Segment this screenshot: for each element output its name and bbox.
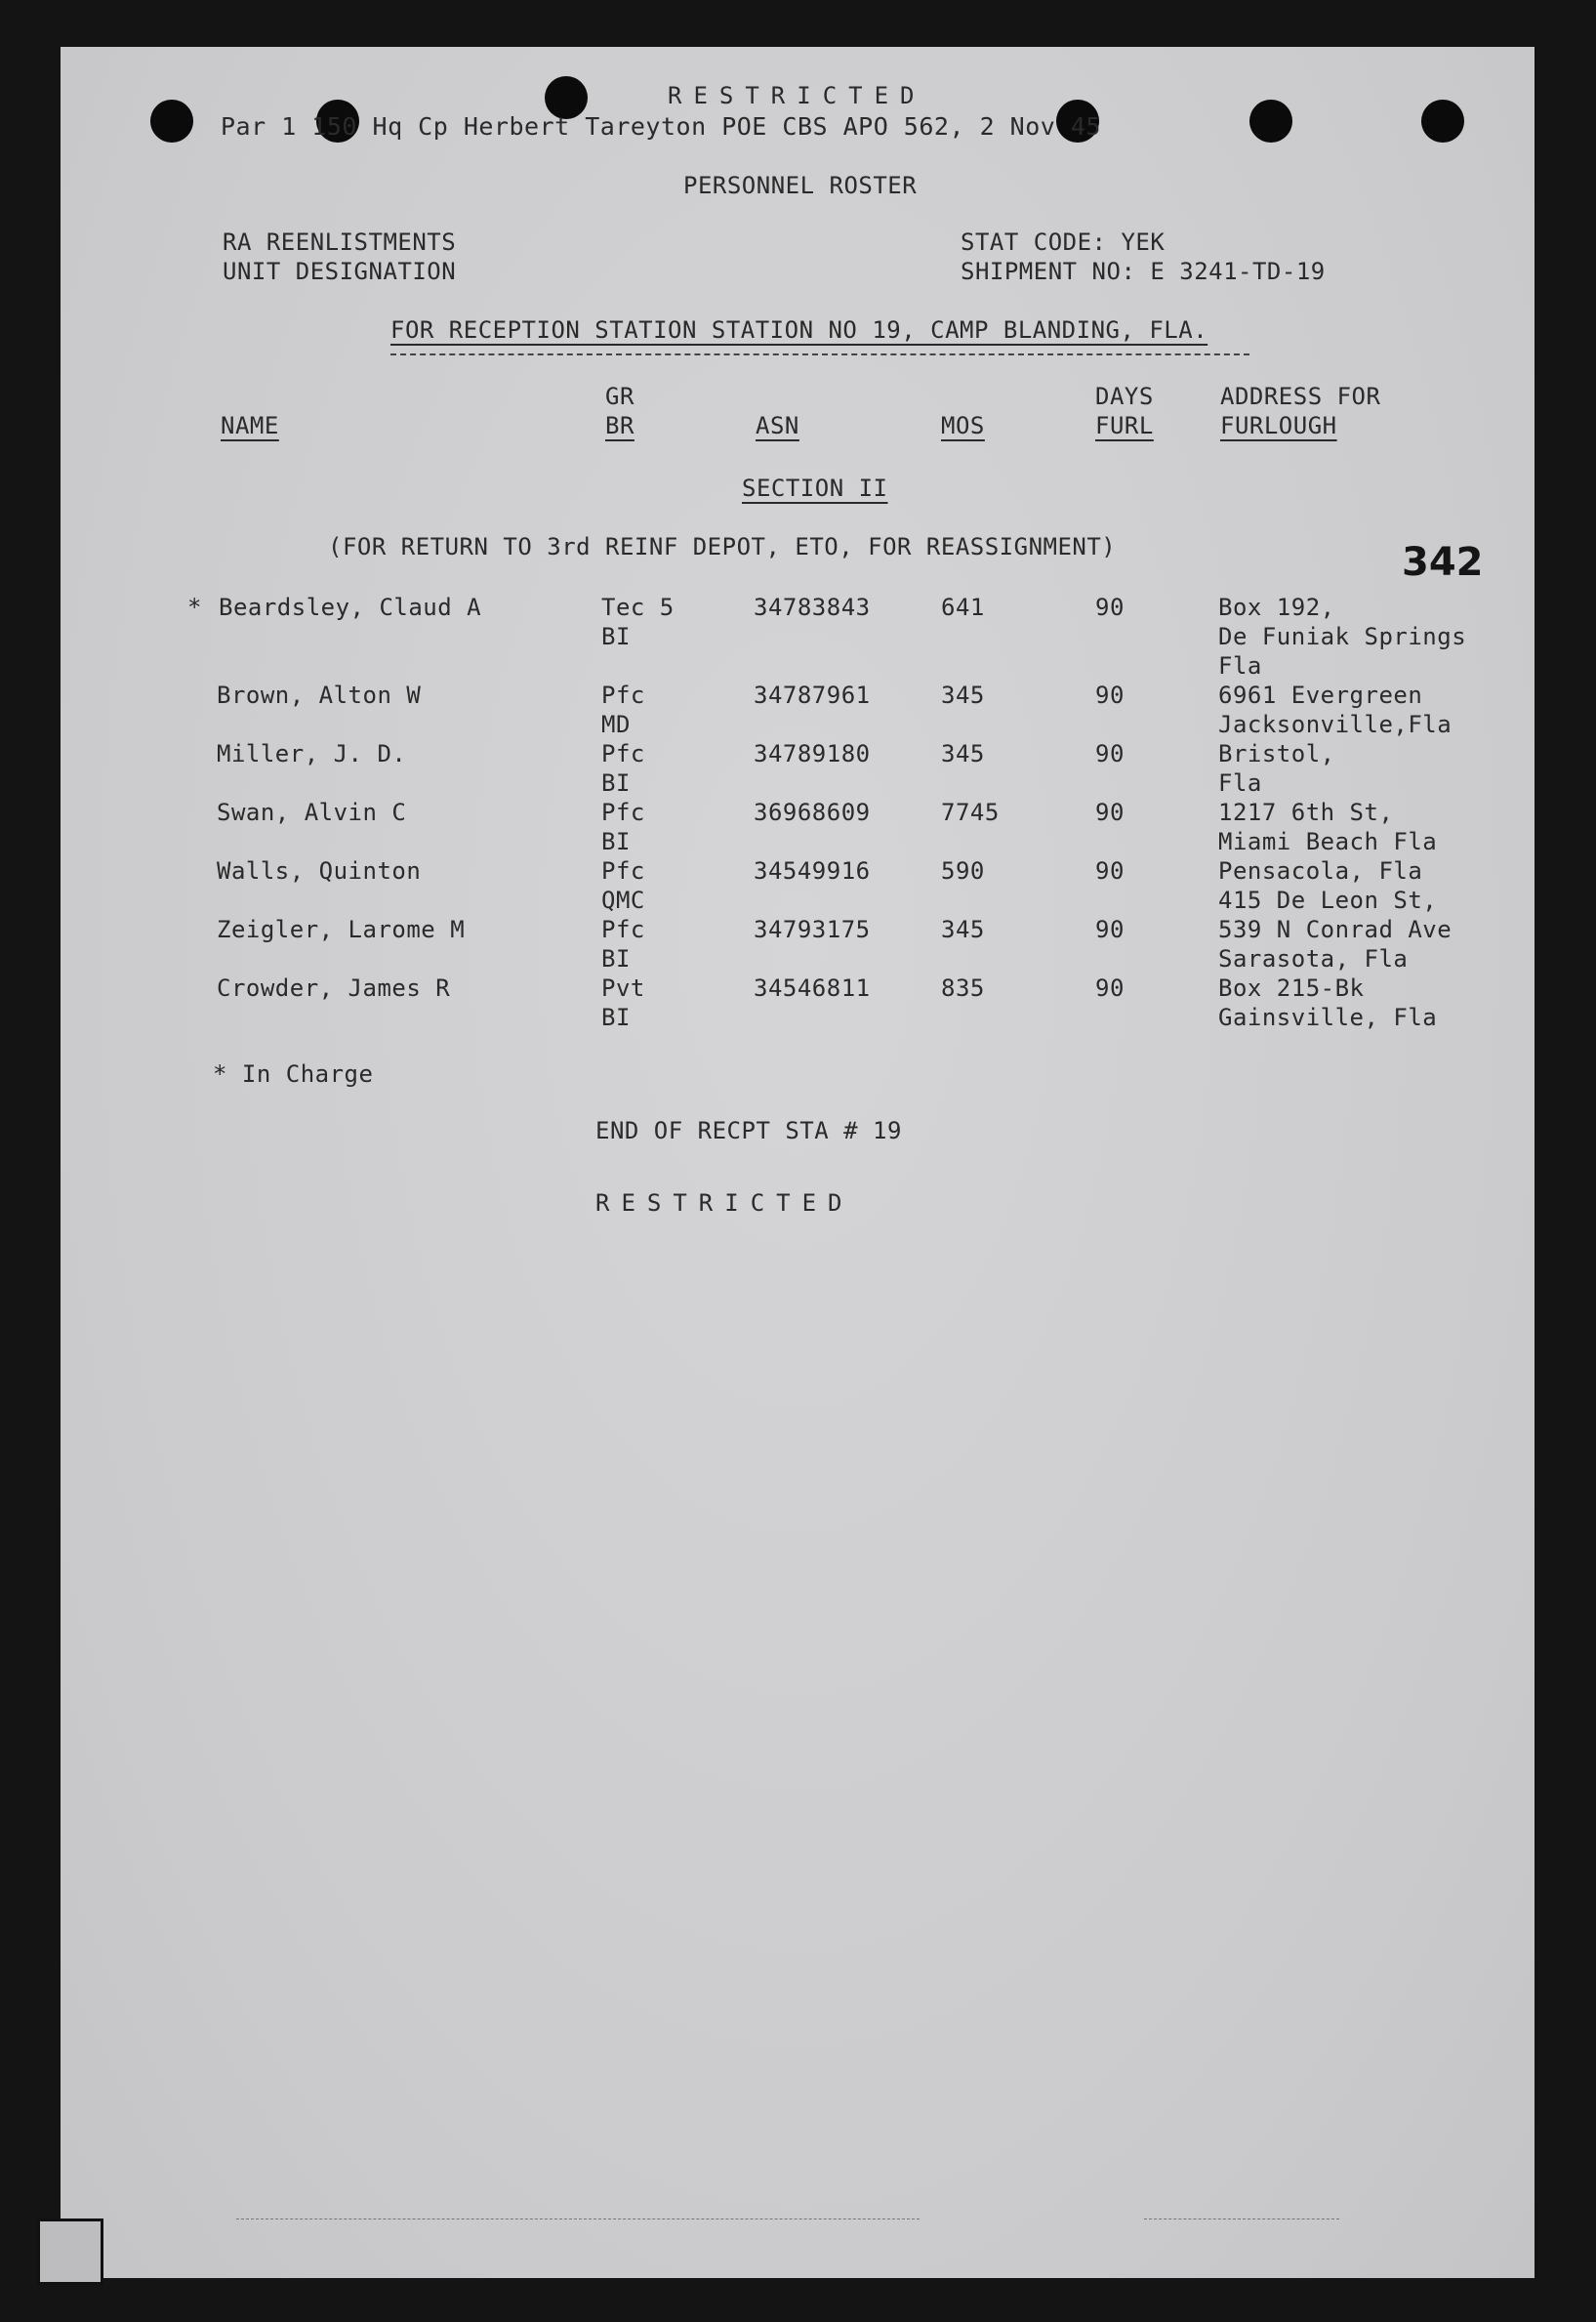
soldier-grade: Pvt bbox=[601, 974, 645, 1002]
col-br: BR bbox=[605, 412, 634, 439]
soldier-asn: 34789180 bbox=[754, 740, 871, 767]
in-charge-note: * In Charge bbox=[213, 1060, 374, 1088]
soldier-grade: Pfc bbox=[601, 857, 645, 885]
address-line1: 539 N Conrad Ave bbox=[1218, 916, 1453, 943]
furlough-days: 90 bbox=[1095, 857, 1125, 885]
soldier-mos: 835 bbox=[941, 974, 985, 1002]
address-line2: Miami Beach Fla bbox=[1218, 828, 1438, 855]
soldier-branch: QMC bbox=[601, 887, 645, 914]
dashed-rule bbox=[390, 353, 1249, 355]
soldier-mos: 7745 bbox=[941, 799, 1000, 826]
soldier-name: Crowder, James R bbox=[217, 974, 451, 1002]
punch-hole bbox=[1421, 100, 1464, 143]
soldier-branch: BI bbox=[601, 1004, 631, 1031]
address-line2: De Funiak Springs bbox=[1218, 623, 1467, 650]
address-line1: Box 215-Bk bbox=[1218, 974, 1365, 1002]
furlough-days: 90 bbox=[1095, 594, 1125, 621]
soldier-branch: BI bbox=[601, 769, 631, 797]
furlough-days: 90 bbox=[1095, 799, 1125, 826]
address-line1: 1217 6th St, bbox=[1218, 799, 1394, 826]
stat-code: STAT CODE: YEK bbox=[961, 228, 1166, 256]
soldier-asn: 34549916 bbox=[754, 857, 871, 885]
order-line: Par 1 150 Hq Cp Herbert Tareyton POE CBS APO 562, 2 Nov 45 bbox=[221, 112, 1101, 141]
document-page bbox=[61, 47, 1535, 2278]
soldier-mos: 590 bbox=[941, 857, 985, 885]
soldier-asn: 34787961 bbox=[754, 682, 871, 709]
address-line1: Bristol, bbox=[1218, 740, 1335, 767]
soldier-mos: 345 bbox=[941, 740, 985, 767]
col-asn: ASN bbox=[756, 412, 799, 439]
col-days: DAYS bbox=[1095, 383, 1154, 410]
restricted-top: RESTRICTED bbox=[668, 82, 926, 109]
roster-title: PERSONNEL ROSTER bbox=[683, 172, 918, 199]
soldier-grade: Tec 5 bbox=[601, 594, 675, 621]
soldier-name: Miller, J. D. bbox=[217, 740, 407, 767]
furlough-days: 90 bbox=[1095, 740, 1125, 767]
col-gr: GR bbox=[605, 383, 634, 410]
soldier-mos: 641 bbox=[941, 594, 985, 621]
soldier-name: Beardsley, Claud A bbox=[219, 594, 482, 621]
soldier-grade: Pfc bbox=[601, 682, 645, 709]
furlough-days: 90 bbox=[1095, 682, 1125, 709]
section-note: (FOR RETURN TO 3rd REINF DEPOT, ETO, FOR REASSIGNMENT) bbox=[328, 533, 1117, 560]
address-line2: Sarasota, Fla bbox=[1218, 945, 1409, 973]
soldier-name: Walls, Quinton bbox=[217, 857, 422, 885]
corner-marker bbox=[37, 2218, 103, 2285]
bottom-edge-mark bbox=[236, 2218, 920, 2219]
punch-hole bbox=[150, 100, 193, 143]
soldier-grade: Pfc bbox=[601, 740, 645, 767]
col-furl: FURL bbox=[1095, 412, 1154, 439]
page-number: 342 bbox=[1402, 540, 1484, 585]
soldier-grade: Pfc bbox=[601, 799, 645, 826]
soldier-asn: 36968609 bbox=[754, 799, 871, 826]
soldier-mos: 345 bbox=[941, 916, 985, 943]
col-furlough: FURLOUGH bbox=[1220, 412, 1337, 439]
shipment-number: SHIPMENT NO: E 3241-TD-19 bbox=[961, 258, 1326, 285]
soldier-mos: 345 bbox=[941, 682, 985, 709]
soldier-asn: 34546811 bbox=[754, 974, 871, 1002]
address-line1: Pensacola, Fla bbox=[1218, 857, 1423, 885]
soldier-branch: MD bbox=[601, 711, 631, 738]
furlough-days: 90 bbox=[1095, 916, 1125, 943]
reception-line: FOR RECEPTION STATION STATION NO 19, CAMP BLANDING, FLA. bbox=[390, 316, 1208, 344]
furlough-days: 90 bbox=[1095, 974, 1125, 1002]
header-left-line1: RA REENLISTMENTS bbox=[223, 228, 457, 256]
soldier-branch: BI bbox=[601, 623, 631, 650]
in-charge-mark: * bbox=[187, 594, 202, 621]
punch-hole bbox=[1249, 100, 1292, 143]
restricted-bottom: RESTRICTED bbox=[595, 1189, 854, 1217]
address-line1: 6961 Evergreen bbox=[1218, 682, 1423, 709]
soldier-asn: 34793175 bbox=[754, 916, 871, 943]
address-line2: Gainsville, Fla bbox=[1218, 1004, 1438, 1031]
address-line2: 415 De Leon St, bbox=[1218, 887, 1438, 914]
soldier-asn: 34783843 bbox=[754, 594, 871, 621]
end-line: END OF RECPT STA # 19 bbox=[595, 1117, 902, 1144]
col-address-for: ADDRESS FOR bbox=[1220, 383, 1381, 410]
soldier-grade: Pfc bbox=[601, 916, 645, 943]
address-line2: Jacksonville,Fla bbox=[1218, 711, 1453, 738]
soldier-name: Zeigler, Larome M bbox=[217, 916, 466, 943]
col-mos: MOS bbox=[941, 412, 985, 439]
soldier-branch: BI bbox=[601, 828, 631, 855]
col-name: NAME bbox=[221, 412, 279, 439]
header-left-line2: UNIT DESIGNATION bbox=[223, 258, 457, 285]
soldier-branch: BI bbox=[601, 945, 631, 973]
address-line3: Fla bbox=[1218, 652, 1262, 680]
address-line2: Fla bbox=[1218, 769, 1262, 797]
address-line1: Box 192, bbox=[1218, 594, 1335, 621]
soldier-name: Swan, Alvin C bbox=[217, 799, 407, 826]
bottom-edge-mark bbox=[1144, 2218, 1339, 2219]
section-title: SECTION II bbox=[742, 475, 888, 502]
soldier-name: Brown, Alton W bbox=[217, 682, 422, 709]
